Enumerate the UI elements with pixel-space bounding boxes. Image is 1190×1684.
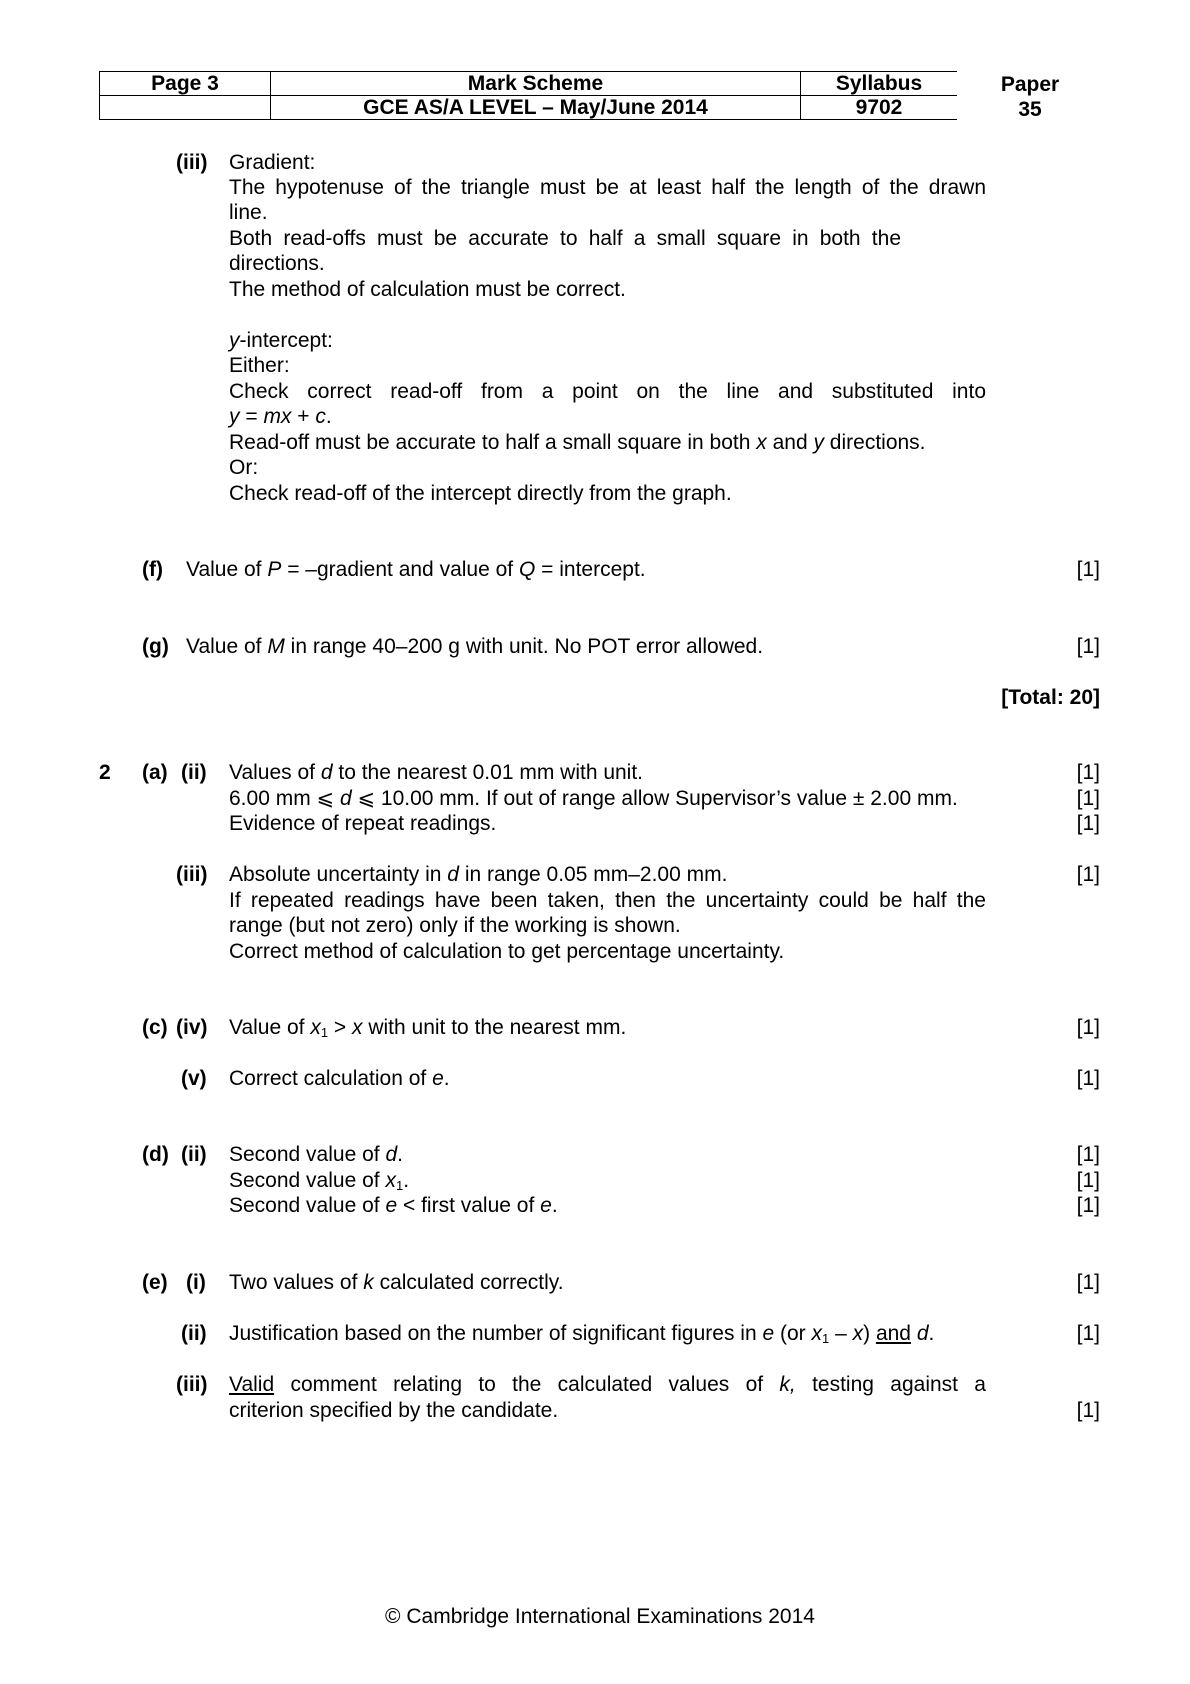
or-text: Or: bbox=[229, 456, 259, 479]
q1-f-text: Value of P = –gradient and value of Q = intercept. bbox=[186, 558, 646, 581]
q2-a-iii-line2a: If repeated readings have been taken, then the uncertainty could be half the bbox=[229, 889, 986, 912]
q2-a-ii-label: (ii) bbox=[181, 761, 207, 784]
q2-d-label: (d) bbox=[142, 1143, 169, 1166]
q1-g-text: Value of M in range 40–200 g with unit. No POT error allowed. bbox=[186, 635, 764, 658]
header-subtitle: GCE AS/A LEVEL – May/June 2014 bbox=[271, 96, 801, 120]
gradient-line2b: directions. bbox=[229, 252, 325, 275]
q2-c-label: (c) bbox=[142, 1016, 168, 1039]
q1-f-mark: [1] bbox=[1076, 558, 1100, 581]
q2-d-ii-mark1: [1] bbox=[1076, 1143, 1100, 1166]
q2-c-iv-text: Value of $x_1 > x$ with unit to the nearest mm. bbox=[229, 1016, 627, 1040]
header-blank bbox=[100, 96, 271, 120]
q2-e-ii-label: (ii) bbox=[181, 1322, 207, 1345]
q1-g-mark: [1] bbox=[1076, 635, 1100, 658]
q2-a-iii-line3: Correct method of calculation to get percentage uncertainty. bbox=[229, 940, 785, 963]
q2-number: 2 bbox=[99, 761, 111, 784]
q2-e-i-label: (i) bbox=[186, 1271, 206, 1294]
q2-d-ii-line1: Second value of d. bbox=[229, 1143, 403, 1166]
q2-a-ii-mark3: [1] bbox=[1076, 812, 1100, 835]
q2-c-v-label: (v) bbox=[181, 1067, 207, 1090]
q2-c-v-mark: [1] bbox=[1076, 1067, 1100, 1090]
q1-g-label: (g) bbox=[142, 635, 169, 658]
q2-a-label: (a) bbox=[142, 761, 168, 784]
header-page: Page 3 bbox=[100, 72, 271, 96]
header-paper-label: Paper bbox=[1000, 73, 1060, 96]
equation-line: y = mx + c. bbox=[229, 405, 332, 428]
q2-a-ii-line2: 6.00 mm ⩽ d ⩽ 10.00 mm. If out of range allow Supervisor’s value ± 2.00 mm. bbox=[229, 787, 958, 810]
gradient-line3: The method of calculation must be correct. bbox=[229, 278, 626, 301]
readoff-line: Read-off must be accurate to half a small square in both x and y directions. bbox=[229, 431, 926, 454]
header-paper-number: 35 bbox=[1018, 98, 1042, 121]
q2-a-iii-line2b: range (but not zero) only if the working is shown. bbox=[229, 914, 681, 937]
q2-e-iii-line2: criterion specified by the candidate. bbox=[229, 1399, 559, 1422]
q1-iii-label: (iii) bbox=[176, 151, 208, 174]
gradient-heading: Gradient: bbox=[229, 151, 316, 174]
q2-e-iii-mark: [1] bbox=[1076, 1399, 1100, 1422]
q2-e-iii-line1: Valid comment relating to the calculated values of k, testing against a bbox=[229, 1373, 986, 1396]
q2-d-ii-label: (ii) bbox=[181, 1143, 207, 1166]
gradient-line1b: line. bbox=[229, 201, 268, 224]
gradient-line2a: Both read-offs must be accurate to half a small square in both the bbox=[229, 227, 901, 250]
q2-e-ii-mark: [1] bbox=[1076, 1322, 1100, 1345]
q2-e-label: (e) bbox=[142, 1271, 168, 1294]
q2-c-v-text: Correct calculation of e. bbox=[229, 1067, 450, 1090]
q2-e-iii-label: (iii) bbox=[176, 1373, 208, 1396]
check-intercept: Check read-off of the intercept directly from the graph. bbox=[229, 482, 732, 505]
q2-c-iv-mark: [1] bbox=[1076, 1016, 1100, 1039]
q2-e-i-text: Two values of k calculated correctly. bbox=[229, 1271, 564, 1294]
q2-a-ii-line1: Values of d to the nearest 0.01 mm with unit. bbox=[229, 761, 644, 784]
q2-e-i-mark: [1] bbox=[1076, 1271, 1100, 1294]
footer-copyright: © Cambridge International Examinations 2014 bbox=[385, 1605, 815, 1628]
q2-d-ii-mark3: [1] bbox=[1076, 1194, 1100, 1217]
check-line: Check correct read-off from a point on the line and substituted into bbox=[229, 380, 986, 403]
header-syllabus-label: Syllabus bbox=[801, 72, 958, 96]
q2-a-iii-mark: [1] bbox=[1076, 863, 1100, 886]
header-title: Mark Scheme bbox=[271, 72, 801, 96]
q2-a-iii-label: (iii) bbox=[176, 863, 208, 886]
either-text: Either: bbox=[229, 354, 290, 377]
q1-f-label: (f) bbox=[142, 558, 163, 581]
header-paper bbox=[990, 72, 1070, 122]
q2-c-iv-label: (iv) bbox=[176, 1016, 208, 1039]
header-syllabus-code: 9702 bbox=[801, 96, 958, 120]
q2-a-iii-line1: Absolute uncertainty in d in range 0.05 mm–2.00 mm. bbox=[229, 863, 728, 886]
q2-d-ii-line2: Second value of $x_1$. bbox=[229, 1169, 410, 1193]
q2-d-ii-mark2: [1] bbox=[1076, 1169, 1100, 1192]
q2-e-ii-text: Justification based on the number of significant figures in e (or $x_1 - x$) and d. bbox=[229, 1322, 935, 1346]
intercept-heading: y-intercept: bbox=[229, 329, 333, 352]
q2-a-ii-line3: Evidence of repeat readings. bbox=[229, 812, 497, 835]
gradient-line1a: The hypotenuse of the triangle must be at least half the length of the drawn bbox=[229, 176, 986, 199]
header-table bbox=[99, 71, 957, 120]
q1-total: [Total: 20] bbox=[1001, 686, 1100, 709]
q2-d-ii-line3: Second value of e < first value of e. bbox=[229, 1194, 558, 1217]
q2-a-ii-mark2: [1] bbox=[1076, 787, 1100, 810]
q2-a-ii-mark1: [1] bbox=[1076, 761, 1100, 784]
